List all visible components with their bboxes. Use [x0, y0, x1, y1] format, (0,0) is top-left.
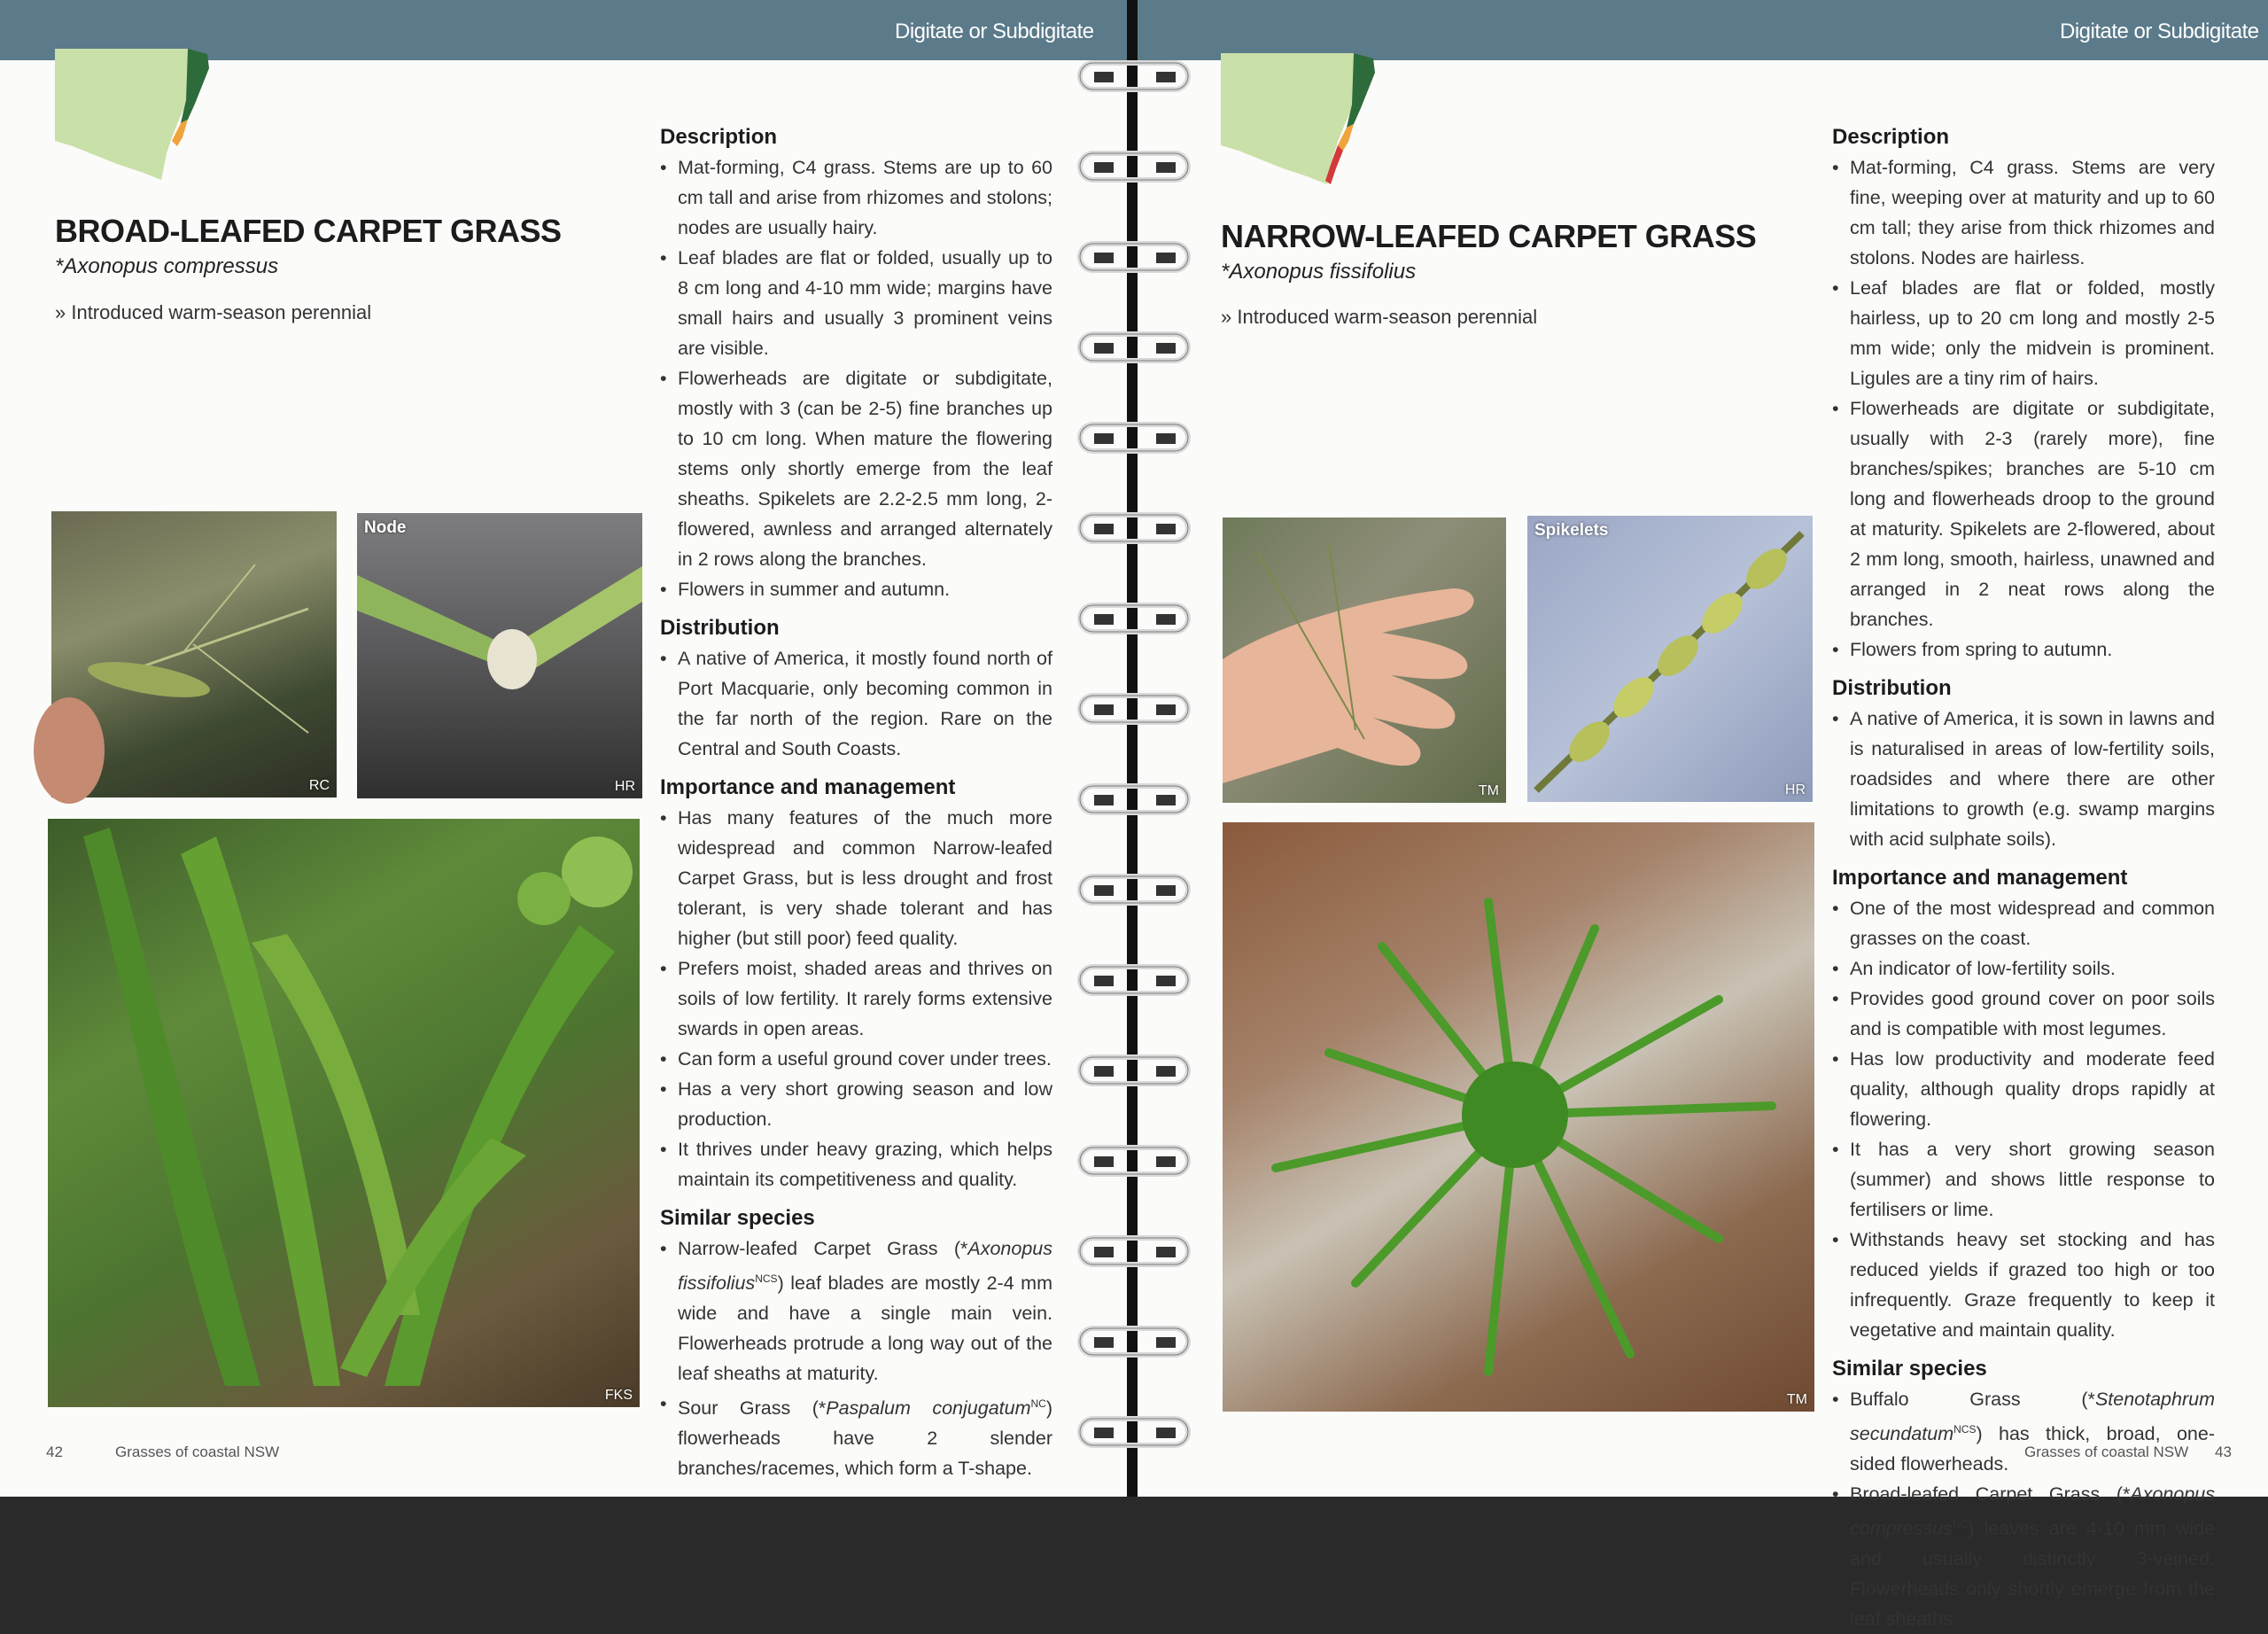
- description-list: [1832, 152, 2215, 665]
- text-column: [1832, 115, 2215, 1634]
- photo-label: Spikelets: [1534, 521, 1609, 540]
- list-item: [1832, 1479, 2215, 1634]
- list-item: • A native of America, it is sown in lawns and is naturalised in areas of low-fertility soils, roadsides and where there are other limitations to growth (e.g. swamp margins with acid sulphate soils).: [1832, 704, 2215, 854]
- photo-credit: FKS: [604, 1388, 633, 1403]
- section-header: Digitate or Subdigitate: [895, 19, 1094, 43]
- importance-heading: Importance and management: [660, 775, 956, 799]
- list-item: • Flowerheads are digitate or subdigitate, mostly with 3 (can be 2-5) fine branches up to 10 cm long. When mature the flowering stems only shortly emerge from the leaf sheaths. Spikelets are 2.2-2.5 mm long, 2-flowered, awnless and arranged alternately in 2 rows along the branches.: [660, 363, 1052, 574]
- node-photo: [357, 513, 642, 798]
- list-item: • An indicator of low-fertility soils.: [1832, 953, 2215, 984]
- list-item: • A native of America, it mostly found north of Port Macquarie, only becoming common in the far north of the region. Rare on the Central and South Coasts.: [660, 643, 1052, 764]
- distribution-list: [1832, 704, 2215, 854]
- flowerhead-photo: [51, 511, 337, 798]
- hand-photo: [1223, 517, 1506, 803]
- right-page: [1134, 0, 2268, 1630]
- nsw-distribution-map: [1221, 53, 1380, 186]
- list-item: • Flowers from spring to autumn.: [1832, 634, 2215, 665]
- list-item: • Can form a useful ground cover under trees.: [660, 1044, 1052, 1074]
- binding-coil: [1076, 419, 1192, 456]
- photo-credit: RC: [308, 778, 330, 793]
- text-column: [660, 115, 1052, 1483]
- importance-list: [1832, 893, 2215, 1345]
- list-item: • Has many features of the much more widespread and common Narrow-leafed Carpet Grass, but is less drought and frost tolerant, is very shade tolerant and has higher (but still poor) feed quality.: [660, 803, 1052, 953]
- scientific-name: *Axonopus compressus: [55, 254, 279, 278]
- binding-coil: [1076, 58, 1192, 95]
- text-run: ) flowerheads have 2 slender branches/racemes, which form a T-shape.: [678, 1397, 1053, 1480]
- binding-coil: [1076, 238, 1192, 276]
- photo-credit: HR: [1784, 782, 1806, 798]
- list-item: • Flowerheads are digitate or subdigitate, usually with 2-3 (rarely more), fine branches/spikes; branches are 5-10 cm long and flowerheads droop to the ground at maturity. Spikelets are 2-flowered, about 2 mm long, smooth, hairless, unawned and arranged in 2 neat rows along the branches.: [1832, 393, 2215, 634]
- region-code: NCS: [755, 1272, 778, 1285]
- list-item: • Has low productivity and moderate feed quality, although quality drops rapidly at flowering.: [1832, 1044, 2215, 1134]
- species-name: Stenotaphrum secundatum: [1850, 1389, 2215, 1445]
- section-header: Digitate or Subdigitate: [2060, 19, 2259, 43]
- distribution-heading: Distribution: [1832, 676, 1952, 700]
- species-title: NARROW-LEAFED CARPET GRASS: [1221, 218, 1757, 254]
- description-heading: Description: [1832, 125, 1950, 149]
- scientific-name: *Axonopus fissifolius: [1221, 260, 1417, 284]
- species-name: Paspalum conjugatum: [826, 1397, 1031, 1420]
- text-run: Sour Grass (*: [678, 1397, 827, 1420]
- footer-title: Grasses of coastal NSW: [115, 1443, 280, 1460]
- list-item: • Prefers moist, shaded areas and thrives on soils of low fertility. It rarely forms extensive swards in open areas.: [660, 953, 1052, 1044]
- binding-coil: [1076, 871, 1192, 908]
- text-run: ) has thick, broad, one-sided flowerheads.: [1850, 1423, 2215, 1475]
- binding-coil: [1076, 1052, 1192, 1089]
- text-run: Buffalo Grass (*: [1850, 1389, 2095, 1410]
- binding-coil: [1076, 1142, 1192, 1179]
- binding-coil: [1076, 1413, 1192, 1451]
- list-item: • Leaf blades are flat or folded, mostly hairless, up to 20 cm long and mostly 2-5 mm wide; only the midvein is prominent. Ligules are a tiny rim of hairs.: [1832, 273, 2215, 393]
- list-item: • One of the most widespread and common grasses on the coast.: [1832, 893, 2215, 953]
- list-item: • It thrives under heavy grazing, which helps maintain its competitiveness and quality.: [660, 1134, 1052, 1194]
- list-item: • Mat-forming, C4 grass. Stems are very fine, weeping over at maturity and up to 60 cm tall; they arise from thick rhizomes and stolons. Nodes are hairless.: [1832, 152, 2215, 273]
- similar-species-list: [660, 1233, 1052, 1483]
- binding-coil: [1076, 1233, 1192, 1270]
- species-name: Axonopus compressus: [1850, 1483, 2215, 1540]
- page-number: 43: [2215, 1443, 2232, 1460]
- binding-coil: [1076, 1323, 1192, 1360]
- binding-coil: [1076, 600, 1192, 637]
- similar-species-heading: Similar species: [660, 1206, 815, 1230]
- distribution-heading: Distribution: [660, 616, 780, 640]
- text-run: Narrow-leafed Carpet Grass (*: [678, 1238, 968, 1259]
- text-run: ) leaves are 4-10 mm wide and usually distinctly 3-veined. Flowerheads only shortly emerge from the leaf sheaths.: [1850, 1518, 2215, 1630]
- book-spine: [1127, 0, 1138, 1497]
- binding-coil: [1076, 148, 1192, 185]
- species-name: Axonopus fissifolius: [678, 1238, 1052, 1295]
- photo-credit: TM: [1478, 783, 1499, 798]
- spikelets-photo: [1527, 516, 1813, 802]
- region-code: NCS: [1953, 1423, 1977, 1436]
- similar-species-heading: Similar species: [1832, 1357, 1987, 1381]
- description-heading: Description: [660, 125, 778, 149]
- photo-credit: TM: [1786, 1392, 1807, 1407]
- plant-photo: [48, 819, 640, 1407]
- region-code: NC: [1030, 1397, 1046, 1411]
- list-item: • Mat-forming, C4 grass. Stems are up to 60 cm tall and arise from rhizomes and stolons; nodes are usually hairy.: [660, 152, 1052, 243]
- text-run: ) leaf blades are mostly 2-4 mm wide and have a single main vein. Flowerheads protrude a long way out of the leaf sheaths at maturity.: [678, 1272, 1052, 1385]
- page-number: 42: [46, 1443, 63, 1460]
- binding-coil: [1076, 961, 1192, 999]
- binding-coil: [1076, 781, 1192, 818]
- importance-list: [660, 803, 1052, 1194]
- binding-coil: [1076, 329, 1192, 366]
- species-status: » Introduced warm-season perennial: [1221, 306, 1538, 328]
- list-item: [1832, 1384, 2215, 1479]
- list-item: • Provides good ground cover on poor soils and is compatible with most legumes.: [1832, 984, 2215, 1044]
- photo-credit: HR: [614, 779, 635, 794]
- text-run: Broad-leafed Carpet Grass (*: [1850, 1483, 2131, 1506]
- list-item: • Has a very short growing season and low production.: [660, 1074, 1052, 1134]
- plant-photo: [1223, 822, 1814, 1412]
- list-item: [660, 1389, 1052, 1483]
- description-list: [660, 152, 1052, 604]
- importance-heading: Importance and management: [1832, 866, 2128, 890]
- region-code: NC: [1952, 1518, 1969, 1531]
- list-item: • Leaf blades are flat or folded, usually up to 8 cm long and 4-10 mm wide; margins have small hairs and usually 3 prominent veins are visible.: [660, 243, 1052, 363]
- photo-label: Node: [364, 518, 407, 537]
- footer-title: Grasses of coastal NSW: [2024, 1443, 2189, 1460]
- list-item: [660, 1233, 1052, 1389]
- species-title: BROAD-LEAFED CARPET GRASS: [55, 213, 562, 249]
- distribution-list: [660, 643, 1052, 764]
- list-item: • Withstands heavy set stocking and has reduced yields if grazed too high or too infrequently. Graze frequently to keep it vegetative and maintain quality.: [1832, 1225, 2215, 1345]
- left-page: [0, 0, 1130, 1497]
- species-status: » Introduced warm-season perennial: [55, 301, 372, 323]
- nsw-distribution-map: [55, 49, 214, 182]
- binding-coil: [1076, 690, 1192, 728]
- similar-species-list: [1832, 1384, 2215, 1634]
- list-item: • It has a very short growing season (summer) and shows little response to fertilisers or lime.: [1832, 1134, 2215, 1225]
- list-item: • Flowers in summer and autumn.: [660, 574, 1052, 604]
- binding-coil: [1076, 510, 1192, 547]
